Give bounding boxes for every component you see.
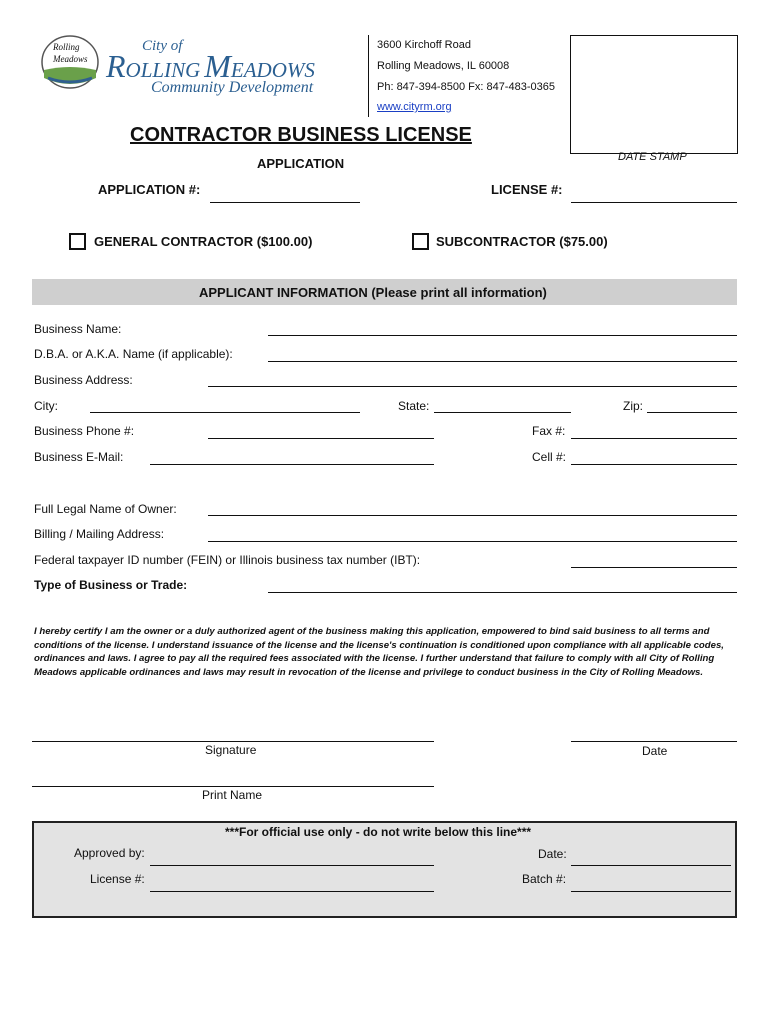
state-field[interactable] — [434, 412, 571, 413]
date-stamp-box — [570, 35, 738, 154]
fax-field[interactable] — [571, 438, 737, 439]
official-license-no-label: License #: — [90, 872, 145, 886]
seal-text-rolling: Rolling — [53, 42, 80, 52]
subcontractor-label: SUBCONTRACTOR ($75.00) — [436, 234, 608, 249]
owner-name-field[interactable] — [208, 515, 737, 516]
print-name-label: Print Name — [202, 788, 263, 802]
business-type-field[interactable] — [268, 592, 737, 593]
certification-text: I hereby certify I am the owner or a duly authorized agent of the business making this application, empowered to bind said business to all terms and conditions of the license. I understand issuance of the license and the license's continuation is conditioned upon compliance with all applicable codes, ordinances and laws. I agree to pay all the required fees associated with the license. I further understand that failure to comply with all City of Rolling Meadows applicable ordinances and laws may result in revocation of the license and privilege to conduct business in the City of Rolling Meadows. — [34, 626, 724, 678]
signature-field[interactable] — [32, 741, 434, 742]
business-type-label: Type of Business or Trade: — [34, 578, 188, 592]
license-no-field[interactable] — [571, 202, 737, 203]
dba-field[interactable] — [268, 361, 737, 362]
cell-label: Cell #: — [532, 450, 567, 464]
logo-city-of: City of — [142, 38, 183, 54]
contact-city-state: Rolling Meadows, IL 60008 — [377, 60, 510, 72]
dba-label: D.B.A. or A.K.A. Name (if applicable): — [34, 347, 233, 361]
page-title: CONTRACTOR BUSINESS LICENSE — [130, 124, 472, 146]
business-phone-label: Business Phone #: — [34, 424, 135, 438]
city-seal — [40, 34, 100, 90]
date-stamp-label: DATE STAMP — [618, 151, 687, 163]
business-address-label: Business Address: — [34, 373, 133, 387]
date-label: Date — [642, 744, 668, 758]
official-use-header: ***For official use only - do not write below this line*** — [225, 825, 532, 839]
print-name-field[interactable] — [32, 786, 434, 787]
zip-label: Zip: — [623, 399, 644, 413]
batch-no-label: Batch #: — [522, 872, 567, 886]
business-name-field[interactable] — [268, 335, 737, 336]
page-subtitle: APPLICATION — [257, 156, 345, 171]
seal-text-meadows: Meadows — [53, 54, 88, 64]
general-contractor-label: GENERAL CONTRACTOR ($100.00) — [94, 234, 313, 249]
contact-address: 3600 Kirchoff Road — [377, 39, 471, 51]
applicant-info-header: APPLICANT INFORMATION (Please print all information) — [199, 285, 547, 300]
contact-website-link[interactable]: www.cityrm.org — [377, 101, 452, 113]
approved-by-label: Approved by: — [74, 846, 145, 860]
subcontractor-checkbox[interactable] — [412, 233, 429, 250]
fax-label: Fax #: — [532, 424, 566, 438]
header-divider — [368, 35, 369, 117]
business-name-label: Business Name: — [34, 322, 122, 336]
application-no-label: APPLICATION #: — [98, 182, 201, 197]
fein-label: Federal taxpayer ID number (FEIN) or Illinois business tax number (IBT): — [34, 553, 421, 567]
logo-eadows: EADOWS — [230, 58, 315, 82]
logo-department: Community Development — [151, 79, 314, 96]
logo-r: R — [106, 48, 126, 84]
contact-phone: Ph: 847-394-8500 Fx: 847-483-0365 — [377, 81, 555, 93]
logo-m: M — [204, 48, 231, 84]
business-email-label: Business E-Mail: — [34, 450, 124, 464]
city-field[interactable] — [90, 412, 360, 413]
state-label: State: — [398, 399, 430, 413]
official-date-field[interactable] — [571, 865, 731, 866]
cell-field[interactable] — [571, 464, 737, 465]
batch-no-field[interactable] — [571, 891, 731, 892]
official-date-label: Date: — [538, 847, 567, 861]
business-address-field[interactable] — [208, 386, 737, 387]
billing-address-label: Billing / Mailing Address: — [34, 527, 165, 541]
application-no-field[interactable] — [210, 202, 360, 203]
official-license-no-field[interactable] — [150, 891, 434, 892]
signature-label: Signature — [205, 743, 257, 757]
logo-olling: OLLING — [125, 58, 201, 82]
license-no-label: LICENSE #: — [491, 182, 563, 197]
date-field[interactable] — [571, 741, 737, 742]
zip-field[interactable] — [647, 412, 737, 413]
general-contractor-checkbox[interactable] — [69, 233, 86, 250]
approved-by-field[interactable] — [150, 865, 434, 866]
business-email-field[interactable] — [150, 464, 434, 465]
billing-address-field[interactable] — [208, 541, 737, 542]
business-phone-field[interactable] — [208, 438, 434, 439]
fein-field[interactable] — [571, 567, 737, 568]
city-label: City: — [34, 399, 58, 413]
owner-name-label: Full Legal Name of Owner: — [34, 502, 177, 516]
